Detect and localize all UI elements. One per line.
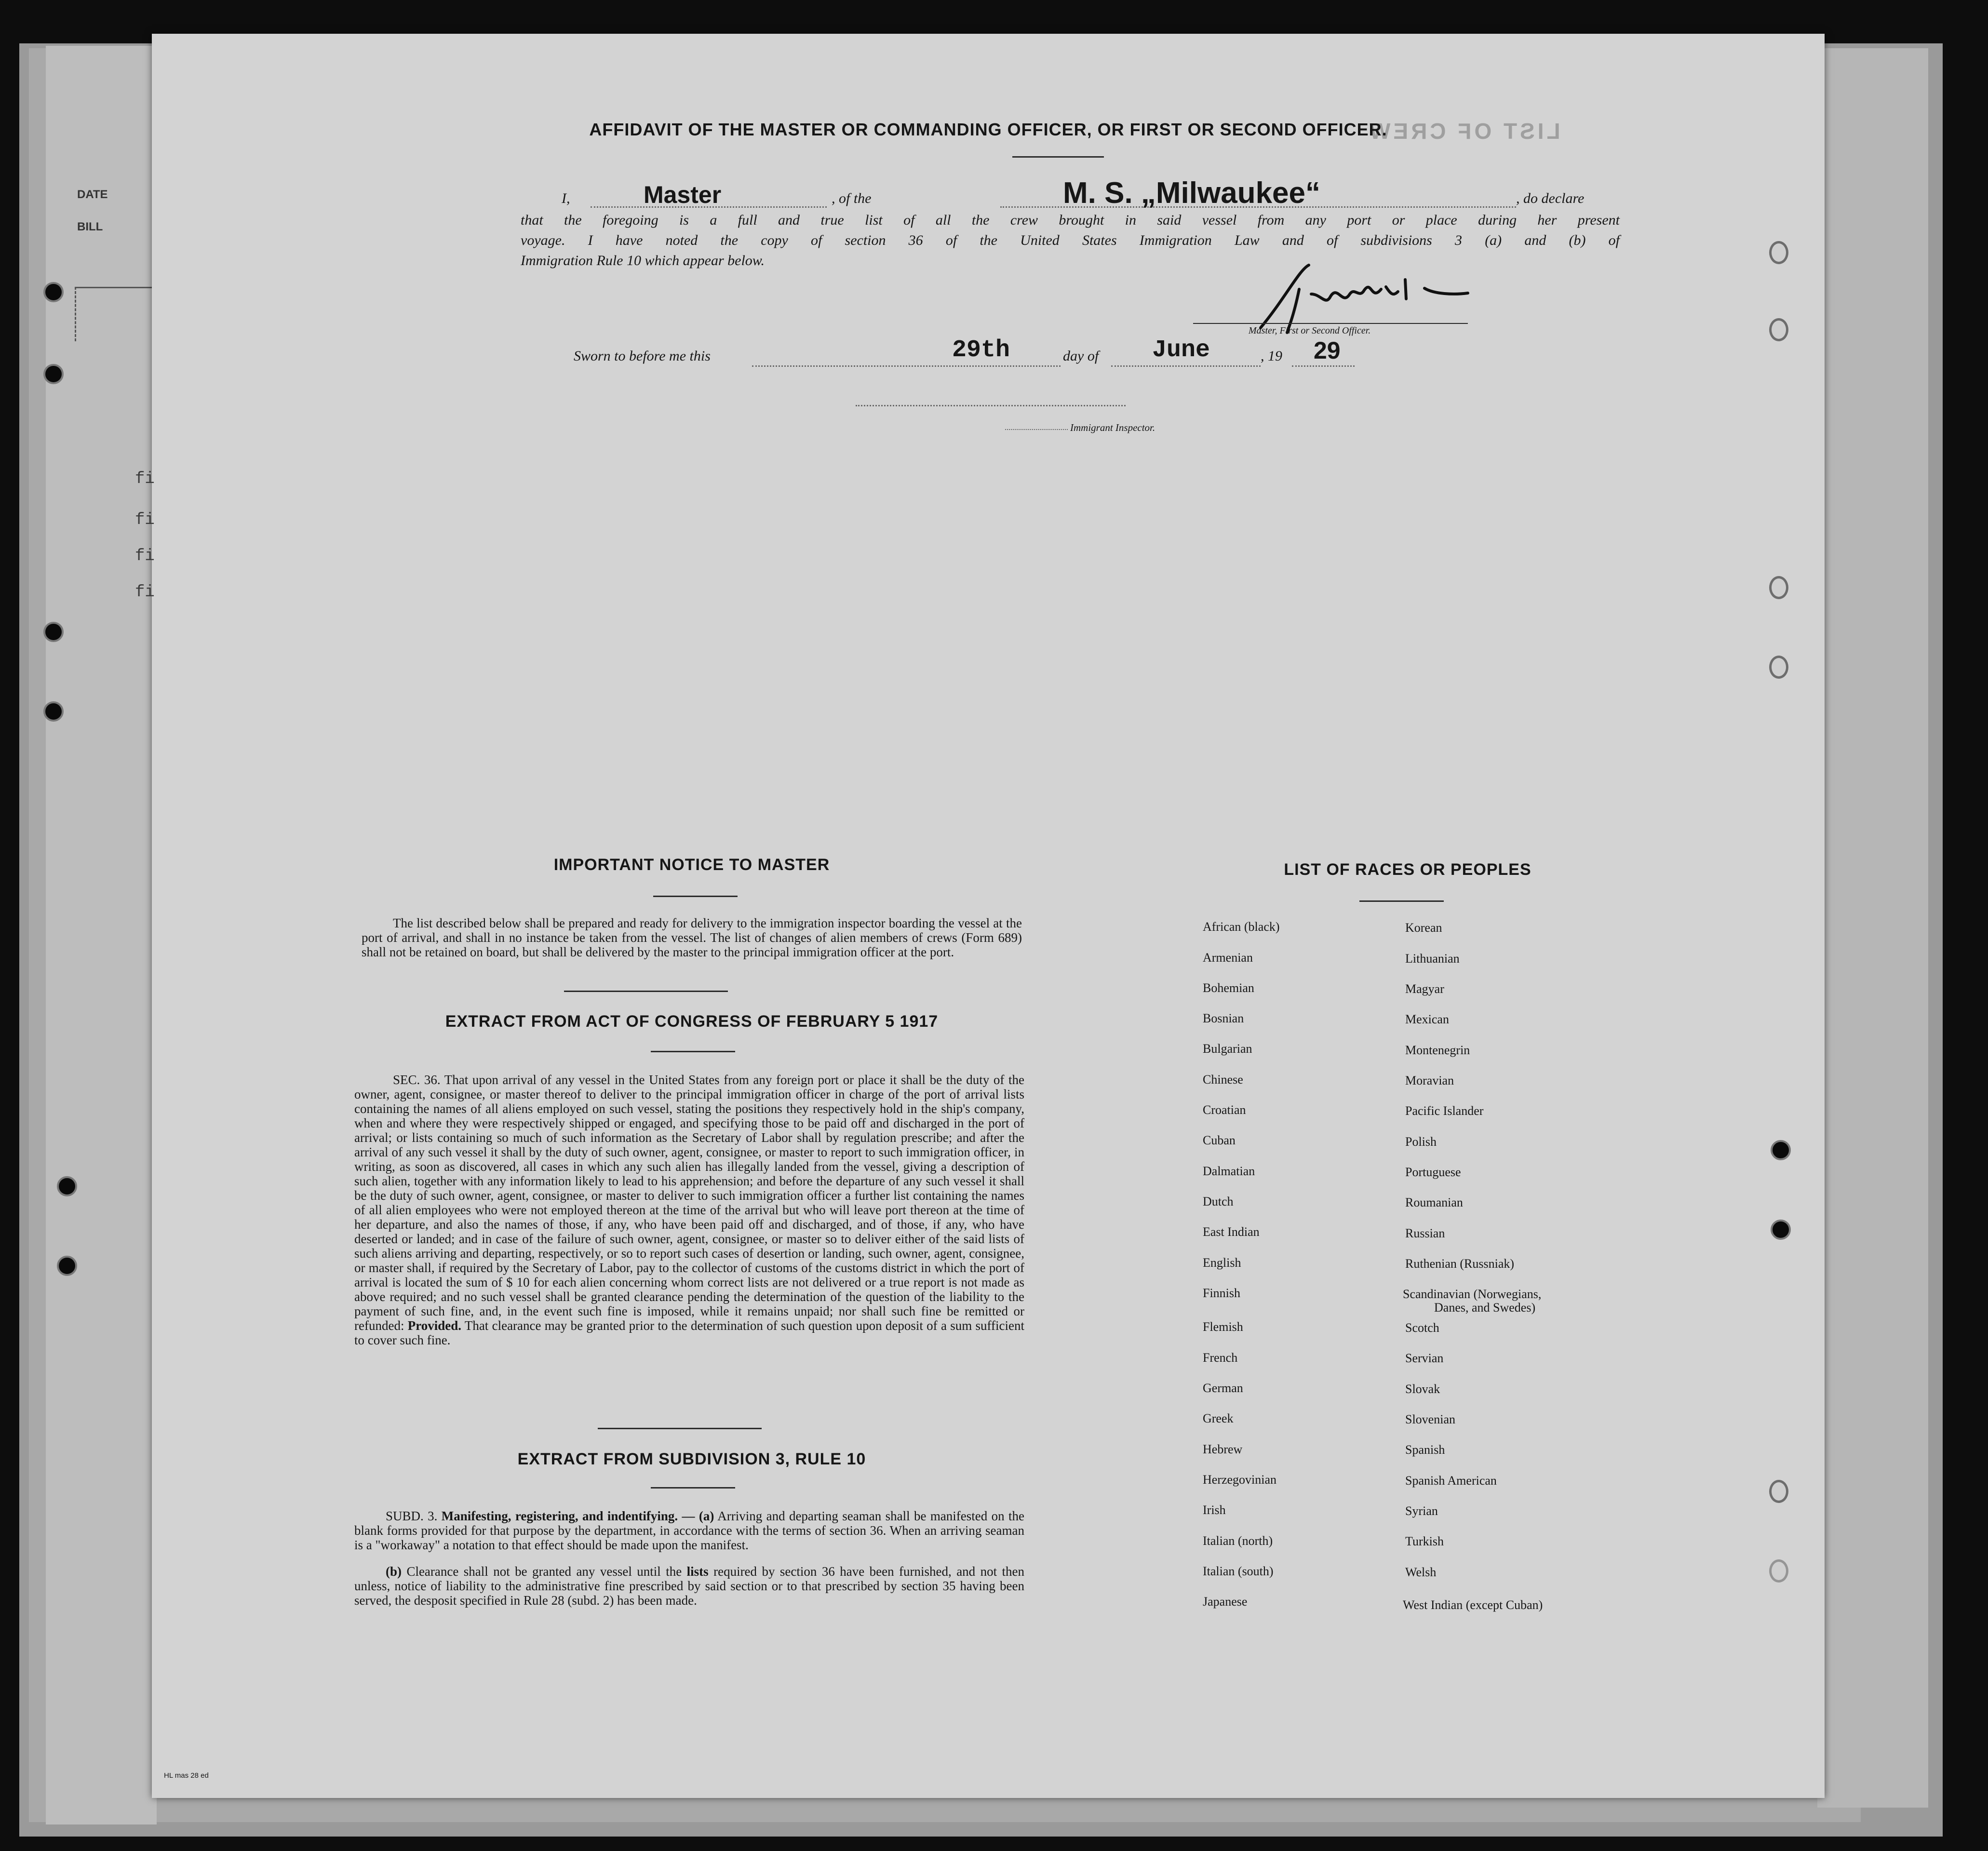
punch-hole xyxy=(1769,318,1788,341)
do-declare-label: , do declare xyxy=(1516,190,1585,206)
race-item: Slovak xyxy=(1405,1382,1440,1396)
divider xyxy=(1012,156,1104,158)
divider xyxy=(564,991,728,992)
race-item: Irish xyxy=(1203,1503,1226,1517)
notice-text: The list described below shall be prepared and ready for delivery to the immigration inspector boarding the vessel at the port of arrival, and shall in no instance be taken from the vessel. The list of changes of alien members of crews (Form 689) shall not be retained on board, but shall be delivered by the master to the principal immigration officer at the port. xyxy=(362,916,1022,959)
b-text-1: Clearance shall not be granted any vessel until the xyxy=(406,1564,682,1579)
race-item: Turkish xyxy=(1405,1534,1444,1548)
year-prefix-label: , 19 xyxy=(1261,348,1282,364)
day-field-line xyxy=(752,365,1061,367)
divider xyxy=(1359,900,1444,902)
race-item: Bohemian xyxy=(1203,981,1254,995)
day-of-label: day of xyxy=(1063,348,1099,364)
race-item: Scandinavian (Norwegians, xyxy=(1403,1287,1542,1301)
punch-hole xyxy=(1769,656,1788,679)
sworn-year-value: 29 xyxy=(1314,337,1341,364)
race-item: Armenian xyxy=(1203,951,1253,965)
form-code: HL mas 28 ed xyxy=(164,1771,209,1780)
inspector-caption: Immigrant Inspector. xyxy=(1070,422,1155,433)
punch-hole xyxy=(1769,1559,1788,1583)
binder-hole xyxy=(43,622,64,642)
race-item: Korean xyxy=(1405,921,1442,935)
left-tab-date: DATE xyxy=(77,188,108,201)
i-label: I, xyxy=(562,190,570,206)
sworn-month-value: June xyxy=(1152,336,1210,364)
signature-line xyxy=(1193,323,1468,324)
b-bold: lists xyxy=(686,1564,709,1579)
race-item: Welsh xyxy=(1405,1565,1437,1579)
rule-extract-title: EXTRACT FROM SUBDIVISION 3, RULE 10 xyxy=(517,1450,866,1468)
race-item: Lithuanian xyxy=(1405,952,1460,966)
race-item: Bulgarian xyxy=(1203,1042,1252,1056)
race-item: Portuguese xyxy=(1405,1165,1461,1179)
month-field-line xyxy=(1111,365,1261,367)
race-item: Magyar xyxy=(1405,982,1444,996)
race-item: African (black) xyxy=(1203,920,1280,934)
race-item: French xyxy=(1203,1351,1238,1365)
race-item: Slovenian xyxy=(1405,1412,1455,1426)
bleed-through-title: LIST OF CREW xyxy=(1367,119,1560,144)
race-item: Greek xyxy=(1203,1411,1234,1425)
declaration-line-3: Immigration Rule 10 which appear below. xyxy=(521,253,765,268)
left-edge-sheet xyxy=(46,46,157,1824)
race-item: Polish xyxy=(1405,1135,1437,1149)
act-text-before: SEC. 36. That upon arrival of any vessel in the United States from any foreign port or place it shall be the duty of the owner, agent, consignee, or master thereof to deliver to the principal immigration officer in charge of the port of arrival lists containing the names of all aliens employed on such vessel, stating the positions they respectively hold in the ship's company, when and where they were respectively shipped or engaged, and specifying those to be paid off and discharged in the port of arrival; or lists containing so much of such information as the Secretary of Labor shall by regulation prescribe; and after the arrival of any such vessel it shall by the duty of such owner, agent, consignee, or master to report to such immigration officer, in writing, as soon as discovered, all cases in which any such alien has illegally landed from the vessel, giving a description of such alien, together with any information likely to lead to his apprehension; and before the departure of any such vessel it shall be the duty of such owner, agent, consignee, or master to deliver to such immigration officer a further list containing the names of all alien employees who were not employed thereon at the time of the arrival but who will leave port thereon at the time of her departure, and also the names of those, if any, who have been paid off and discharged, and of those, if any, who have deserted or landed; and in case of the failure of such owner, agent, consignee, or master so to deliver either of the said lists of such aliens arriving and departing, respectively, or so to report such cases of desertion or landing, such owner, agent, consignee, or master shall, if required by the Secretary of Labor, pay to the collector of customs of the customs district in which the port of arrival is located the sum of $ 10 for each alien concerning whom correct lists are not delivered or a true report is not made as above required; and no such vessel shall be granted clearance pending the determination of the question of the liability to the payment of such fine, and, in the event such fine is imposed, while it remains unpaid; nor shall such fine be remitted or refunded: xyxy=(354,1073,1024,1333)
rule-subd3-text xyxy=(354,1509,1024,1552)
b-label: (b) xyxy=(386,1564,402,1579)
race-item: East Indian xyxy=(1203,1225,1260,1239)
subd-text: Arriving and departing seaman shall be manifested on the blank forms provided for that purpose by the department, in accordance with the terms of section 36. When an arriving seaman is a "workaway" a notation to that effect should be made upon the manifest. xyxy=(354,1509,1024,1552)
race-item: Flemish xyxy=(1203,1320,1243,1334)
rule-b-text xyxy=(354,1564,1024,1608)
punch-hole xyxy=(1769,1480,1788,1503)
race-item: Dutch xyxy=(1203,1194,1234,1208)
divider xyxy=(651,1051,735,1052)
declaration-line-1: that the foregoing is a full and true list of all the crew brought in said vessel from any port or place during her present xyxy=(521,212,1620,228)
b-text-2: required by section 36 have been furnished, and not then unless, notice of liability to the administrative fine prescribed by said section or to that prescribed by section 35 having been served, the desposit specified in Rule 28 (subd. 2) has been made. xyxy=(354,1564,1025,1608)
act-text-after: That clearance may be granted prior to the determination of such question upon deposit of a sum sufficient to cover such fine. xyxy=(354,1318,1025,1347)
race-item: Japanese xyxy=(1203,1595,1248,1609)
subd-bold: Manifesting, registering, and indentifying. — (a) xyxy=(441,1509,714,1523)
sworn-day-value: 29th xyxy=(952,336,1010,364)
punch-hole xyxy=(1769,576,1788,599)
notice-title: IMPORTANT NOTICE TO MASTER xyxy=(553,856,830,874)
sworn-label: Sworn to before me this xyxy=(574,348,711,364)
margin-char: fi xyxy=(135,547,155,565)
binder-hole xyxy=(43,364,64,384)
race-item: Mexican xyxy=(1405,1012,1449,1026)
race-item: Finnish xyxy=(1203,1286,1241,1300)
binder-hole xyxy=(57,1176,77,1196)
race-item: Dalmatian xyxy=(1203,1164,1255,1178)
race-item: Servian xyxy=(1405,1351,1444,1365)
race-item: Cuban xyxy=(1203,1133,1236,1147)
race-item: Bosnian xyxy=(1203,1011,1244,1025)
race-item: Spanish xyxy=(1405,1443,1445,1457)
binder-hole xyxy=(43,701,64,722)
race-item: Moravian xyxy=(1405,1073,1454,1087)
signature-caption: Master, First or Second Officer. xyxy=(1249,325,1371,336)
affidavit-title: AFFIDAVIT OF THE MASTER OR COMMANDING OFFICER, OR FIRST OR SECOND OFFICER. xyxy=(589,120,1387,139)
race-item: Roumanian xyxy=(1405,1195,1463,1209)
race-item: West Indian (except Cuban) xyxy=(1403,1598,1543,1612)
race-item: Italian (north) xyxy=(1203,1534,1273,1548)
race-item: Croatian xyxy=(1203,1103,1246,1117)
punch-hole xyxy=(1769,241,1788,264)
race-item: Herzegovinian xyxy=(1203,1473,1277,1487)
punch-hole xyxy=(1771,1140,1791,1160)
race-item: Pacific Islander xyxy=(1405,1104,1484,1118)
races-title: LIST OF RACES OR PEOPLES xyxy=(1284,860,1531,879)
left-tab-bill: BILL xyxy=(77,220,103,233)
race-item: German xyxy=(1203,1381,1243,1395)
race-item-continuation: Danes, and Swedes) xyxy=(1434,1301,1536,1314)
left-box xyxy=(75,287,153,341)
act-provided: Provided. xyxy=(407,1318,462,1333)
vessel-value: M. S. „Milwaukee“ xyxy=(1063,176,1321,210)
race-item: Hebrew xyxy=(1203,1442,1243,1456)
act-extract-text xyxy=(354,1073,1024,1347)
race-item: Chinese xyxy=(1203,1073,1243,1086)
divider xyxy=(598,1428,762,1429)
binder-hole xyxy=(43,282,64,302)
margin-char: fi xyxy=(135,511,155,529)
race-item: Spanish American xyxy=(1405,1474,1497,1488)
inspector-caption-dots xyxy=(1005,429,1068,430)
race-item: Scotch xyxy=(1405,1321,1439,1335)
divider xyxy=(653,896,738,897)
year-field-line xyxy=(1292,365,1355,367)
margin-char: fi xyxy=(135,470,155,488)
of-the-label: , of the xyxy=(832,190,872,206)
race-item: Italian (south) xyxy=(1203,1564,1274,1578)
margin-char: fi xyxy=(135,583,155,602)
race-item: Russian xyxy=(1405,1226,1445,1240)
race-item: Ruthenian (Russniak) xyxy=(1405,1257,1515,1271)
race-item: English xyxy=(1203,1256,1241,1270)
race-item: Montenegrin xyxy=(1405,1043,1470,1057)
act-extract-title: EXTRACT FROM ACT OF CONGRESS OF FEBRUARY 5 1917 xyxy=(445,1012,939,1031)
punch-hole xyxy=(1771,1220,1791,1240)
race-item: Syrian xyxy=(1405,1504,1438,1518)
divider xyxy=(651,1487,735,1489)
master-value: Master xyxy=(644,181,722,208)
declaration-line-2: voyage. I have noted the copy of section 36 of the United States Immigration Law and of subdivisions 3 (a) and (b) of xyxy=(521,232,1620,248)
right-edge-sheet xyxy=(1817,48,1928,1808)
subd-label: SUBD. 3. xyxy=(386,1509,438,1523)
inspector-signature-line xyxy=(856,405,1126,406)
affidavit-page xyxy=(135,34,1825,1798)
binder-hole xyxy=(57,1256,77,1276)
